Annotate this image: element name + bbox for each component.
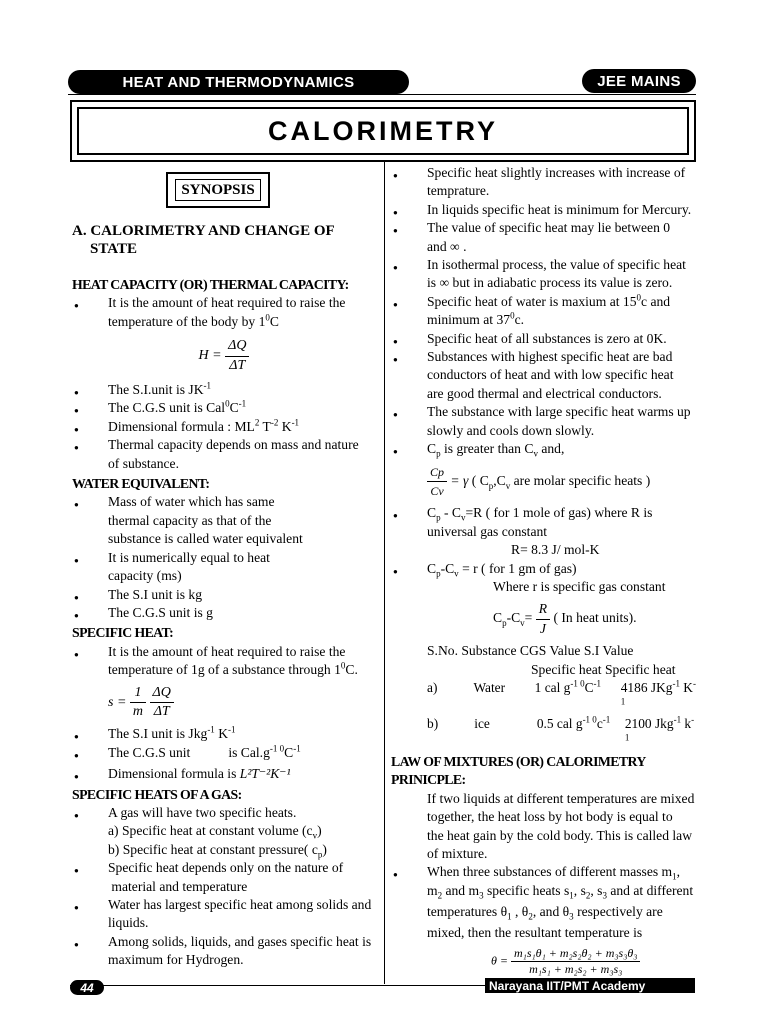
text-line: together, the heat loss by hot body is equal to xyxy=(427,809,673,825)
sub: p xyxy=(436,513,441,524)
section-a-heading xyxy=(72,222,376,258)
table-cell: a) xyxy=(427,679,438,695)
text-line: c. xyxy=(514,312,525,328)
water-equivalent-heading: WATER EQUIVALENT: xyxy=(72,476,210,492)
text-line: material and temperature xyxy=(111,878,248,894)
text-line: are molar specific heats ) xyxy=(510,472,651,488)
text-line: temperature of 1g of a substance through 1 xyxy=(108,662,341,678)
text-line: Substances with highest specific heat are bad xyxy=(427,349,673,365)
sup: -1 xyxy=(620,678,696,707)
text-line: The C.G.S unit xyxy=(108,744,191,760)
list-item xyxy=(72,418,376,436)
table-row xyxy=(391,679,697,715)
list-item xyxy=(391,348,697,403)
sup: -1 xyxy=(673,714,682,725)
table-cell: b) xyxy=(427,715,439,731)
text-line: C xyxy=(427,441,437,457)
sub: v xyxy=(505,480,511,491)
text-line: , s xyxy=(573,882,586,898)
dim-part: K xyxy=(278,418,292,434)
heat-capacity-def-2: temperature of the body by 1 xyxy=(108,313,266,329)
sup: -1 xyxy=(624,714,695,743)
list-item xyxy=(72,604,376,622)
section-a-line1: A. CALORIMETRY AND CHANGE OF xyxy=(72,223,335,239)
formula-fraction xyxy=(511,946,640,977)
text-line: a) Specific heat at constant volume (c xyxy=(108,823,313,839)
text-line: = r ( for 1 gm of gas) xyxy=(458,560,577,576)
sup: 2 xyxy=(254,417,260,428)
list-item xyxy=(72,896,376,933)
dependency-line2: of substance. xyxy=(108,455,179,471)
table-row xyxy=(391,715,697,751)
sub: p xyxy=(502,618,507,629)
specific-heats-gas-heading: SPECIFIC HEATS OF A GAS: xyxy=(72,786,242,802)
celsius-unit: C xyxy=(269,313,279,329)
gamma-eq: = γ xyxy=(450,472,469,488)
text-line: conductors of heat and with low specific heat xyxy=(427,367,674,383)
text-line: Water has largest specific heat among solids and xyxy=(108,897,372,912)
sup: -1 xyxy=(593,678,602,689)
title-frame xyxy=(70,100,696,162)
si-unit: The S.I.unit is JK xyxy=(108,382,204,398)
text-line: It is the amount of heat required to raise the xyxy=(108,643,346,659)
text-line: temprature. xyxy=(427,183,490,199)
dim-part: T xyxy=(259,418,271,434)
table-header-1: S.No. Substance CGS Value S.I Value xyxy=(427,643,634,659)
text-line: b) Specific heat at constant pressure( c xyxy=(108,841,318,857)
formula-lhs: s = xyxy=(108,694,127,710)
list-item xyxy=(391,560,697,578)
sup: -1 xyxy=(207,724,215,735)
dimensional-expr: L²T⁻²K⁻¹ xyxy=(239,766,291,782)
text-line: are good thermal and electrical conductors. xyxy=(427,385,662,401)
heading-line: LAW OF MIXTURES (OR) CALORIMETRY xyxy=(391,753,646,769)
list-item xyxy=(391,219,697,256)
sub: 3 xyxy=(569,911,574,922)
cgs-unit: C xyxy=(584,679,594,695)
academy-label: Narayana IIT/PMT Academy xyxy=(485,978,695,993)
si-unit: k xyxy=(681,715,692,731)
text-line: and, xyxy=(537,441,565,457)
text-line: When three substances of different masses m xyxy=(427,864,673,880)
formula-lhs: H = xyxy=(198,348,222,364)
text-line: and m xyxy=(442,882,480,898)
text-line: In isothermal process, the value of specific heat xyxy=(427,257,686,273)
formula-num: ΔQ xyxy=(150,684,174,703)
sub: p xyxy=(436,568,441,579)
list-item xyxy=(391,164,697,201)
text-line: is ∞ but in adiabatic process its value is zero. xyxy=(427,275,673,291)
text-line: Specific heat of water is maxium at 15 xyxy=(427,293,637,309)
law-of-mixtures-heading xyxy=(391,753,697,790)
list-item xyxy=(391,403,697,440)
table-cell: ice xyxy=(474,715,490,731)
text-line: thermal capacity as that of the xyxy=(108,512,272,528)
list-item xyxy=(72,804,376,859)
sup: -1 xyxy=(203,380,212,391)
list-item xyxy=(391,201,697,219)
sub: 1 xyxy=(569,890,574,901)
text-line: The substance with large specific heat warms up xyxy=(427,404,691,420)
sup: -1 0 xyxy=(570,678,585,689)
heading-line: PRINICPLE: xyxy=(391,772,466,788)
text-line: slowly and cools down slowly. xyxy=(427,422,595,438)
table-cell xyxy=(537,715,625,751)
list-item xyxy=(72,399,376,417)
list-item xyxy=(72,859,376,896)
text-line: = xyxy=(524,610,533,626)
sub: 2 xyxy=(585,890,591,901)
sub: 1 xyxy=(672,872,677,883)
sub: 1 xyxy=(507,911,512,922)
specific-heat-formula xyxy=(72,684,376,722)
synopsis-label: SYNOPSIS xyxy=(175,179,260,201)
formula-fraction xyxy=(536,600,550,638)
page-number: 44 xyxy=(70,980,104,995)
table-cell xyxy=(625,715,697,751)
list-item xyxy=(72,765,376,783)
text-line: Specific heat slightly increases with increase of xyxy=(427,165,686,180)
cgs-unit: c xyxy=(596,715,603,731)
sup: -1 xyxy=(291,417,300,428)
text-line: Specific heat depends only on the nature of xyxy=(108,860,344,876)
specific-gas-constant-note: Where r is specific gas constant xyxy=(493,578,666,594)
text-line: the heat gain by the cold body. This is called law xyxy=(427,827,693,843)
cgs-value: 1 cal g xyxy=(534,679,571,695)
synopsis-box xyxy=(166,172,270,208)
list-item xyxy=(72,436,376,473)
text-line: The value of specific heat may lie between 0 xyxy=(427,220,671,236)
heat-capacity-formula xyxy=(72,337,376,375)
text-line: C xyxy=(284,744,294,760)
text-line: minimum at 37 xyxy=(427,312,511,328)
sub: p xyxy=(488,480,494,491)
text-line: Mass of water which has same xyxy=(108,494,275,510)
list-item xyxy=(391,863,697,942)
text-line: , xyxy=(676,864,681,880)
table-header-2: Specific heat Specific heat xyxy=(531,661,676,677)
text-line: capacity (ms) xyxy=(108,568,182,584)
exam-header: JEE MAINS xyxy=(582,69,696,93)
text-line: respectively are xyxy=(573,904,663,920)
heat-capacity-heading: HEAT CAPACITY (OR) THERMAL CAPACITY: xyxy=(72,277,349,292)
list-item xyxy=(72,586,376,604)
text-line: C. xyxy=(345,662,358,678)
text-line: m xyxy=(427,882,438,898)
page-title: CALORIMETRY xyxy=(77,107,689,155)
sub: 2 xyxy=(528,911,533,922)
sub: v xyxy=(460,513,466,524)
law-paragraph xyxy=(391,790,697,864)
formula-den: m xyxy=(132,703,144,719)
text-line: C xyxy=(427,505,437,521)
sub: v xyxy=(454,568,459,579)
text-line: ( C xyxy=(471,472,489,488)
text-line: and ∞ . xyxy=(427,238,467,254)
sup: 0 xyxy=(340,660,346,671)
formula-fraction xyxy=(427,463,447,501)
text-line: In liquids specific heat is minimum for Mercury. xyxy=(427,201,692,217)
text-line: liquids. xyxy=(108,915,149,931)
text-line: =R ( for 1 mole of gas) where R is xyxy=(465,505,653,521)
specific-heat-heading: SPECIFIC HEAT: xyxy=(72,625,174,641)
degree-sup: 0 xyxy=(265,312,270,323)
sub: 3 xyxy=(479,890,484,901)
table-cell: Water xyxy=(473,679,506,695)
column-divider xyxy=(384,162,385,984)
formula-num: ΔQ xyxy=(225,337,249,356)
formula-den: Cv xyxy=(430,483,444,498)
text-line: Dimensional formula is xyxy=(108,766,237,782)
sup: -1 0 xyxy=(582,714,597,725)
dependency-line1: Thermal capacity depends on mass and nature xyxy=(108,437,359,453)
sup: 0 xyxy=(225,398,230,409)
text-line: The S.I unit is Jkg xyxy=(108,726,208,742)
text-line: C xyxy=(427,560,437,576)
sub: v xyxy=(533,448,538,459)
formula-num: R xyxy=(536,600,550,619)
list-item xyxy=(391,330,697,348)
text-line: It is numerically equal to heat xyxy=(108,549,270,565)
list-item xyxy=(72,933,376,970)
si-value: 2100 Jkg xyxy=(624,715,674,731)
formula-den: J xyxy=(539,620,546,636)
formula-num: m₁s₁θ₁ + m₂s₂θ₂ + m₃s₃θ₃ xyxy=(511,946,640,962)
text-line: If two liquids at different temperatures are mixed xyxy=(427,790,695,806)
text-line: The S.I unit is kg xyxy=(108,586,203,602)
sub: 3 xyxy=(602,890,607,901)
text-line: - C xyxy=(440,505,461,521)
text-line: is greater than C xyxy=(440,441,534,457)
list-item xyxy=(391,293,697,330)
si-value: 4186 JKg xyxy=(620,679,673,695)
formula-num: 1 xyxy=(130,684,146,703)
cgs-unit-b: C xyxy=(229,400,239,416)
sub: p xyxy=(436,448,441,459)
sub: p xyxy=(317,849,323,860)
list-item xyxy=(391,256,697,293)
sub: v xyxy=(520,618,525,629)
sup: -1 xyxy=(228,724,236,735)
si-unit: K xyxy=(679,679,693,695)
sub: 2 xyxy=(437,890,443,901)
resultant-temperature-formula xyxy=(391,946,697,977)
text-line: -C xyxy=(440,560,455,576)
sup: -1 xyxy=(672,678,680,689)
text-line: Specific heat of all substances is zero at 0K. xyxy=(427,330,667,346)
formula-den: ΔT xyxy=(229,357,246,373)
list-item xyxy=(391,504,697,541)
section-a-line2: STATE xyxy=(90,241,137,257)
table-cell xyxy=(535,679,621,715)
text-line: and at different xyxy=(606,882,694,898)
text-line: ( In heat units). xyxy=(553,610,637,626)
list-item xyxy=(391,440,697,458)
text-line: specific heats s xyxy=(483,882,570,898)
right-column xyxy=(391,164,697,977)
sup: 0 xyxy=(636,292,642,303)
formula-fraction xyxy=(130,684,146,722)
text-line: , θ xyxy=(511,904,529,920)
list-item xyxy=(72,493,376,548)
sup: -1 xyxy=(602,714,611,725)
formula-den: m₁s₁ + m₂s₂ + m₃s₃ xyxy=(529,961,623,976)
cgs-value: 0.5 cal g xyxy=(536,715,583,731)
header-rule xyxy=(68,94,696,95)
sub: v xyxy=(312,831,318,842)
gas-constant-value: R= 8.3 J/ mol-K xyxy=(511,542,600,558)
text-line: ) xyxy=(317,823,322,839)
list-item xyxy=(72,549,376,586)
heat-units-formula xyxy=(391,600,697,638)
text-line: maximum for Hydrogen. xyxy=(108,952,244,968)
text-line: ,C xyxy=(493,472,506,488)
text-line: A gas will have two specific heats. xyxy=(108,804,297,820)
text-line: K xyxy=(214,726,229,742)
text-line: , and θ xyxy=(532,904,570,920)
sup: -2 xyxy=(270,417,279,428)
cgs-unit: The C.G.S unit is Cal xyxy=(108,400,226,416)
formula-lhs: θ = xyxy=(491,952,508,967)
heat-capacity-def-1: It is the amount of heat required to raise the xyxy=(108,295,346,311)
text-line: temperatures θ xyxy=(427,904,508,920)
text-line: universal gas constant xyxy=(427,523,548,539)
list-item xyxy=(72,725,376,743)
text-line: substance is called water equivalent xyxy=(108,531,303,547)
list-item xyxy=(72,744,376,762)
text-line: C xyxy=(493,610,503,626)
text-line: , s xyxy=(590,882,603,898)
text-line: mixed, then the resultant temperature is xyxy=(427,925,643,941)
text-line: Among solids, liquids, and gases specific heat is xyxy=(108,933,372,949)
gamma-formula xyxy=(391,463,697,501)
sup: -1 xyxy=(238,398,247,409)
list-item xyxy=(72,381,376,399)
text-line: The C.G.S unit is g xyxy=(108,604,213,620)
sup: 0 xyxy=(510,310,515,321)
chapter-header: HEAT AND THERMODYNAMICS xyxy=(68,70,409,94)
table-cell xyxy=(621,679,697,715)
text-line: is Cal.g xyxy=(228,744,270,760)
sup: -1 0 xyxy=(269,743,285,754)
text-line: of mixture. xyxy=(427,846,488,861)
list-item xyxy=(72,643,376,680)
formula-fraction xyxy=(150,684,174,722)
text-line: -C xyxy=(506,610,521,626)
list-item xyxy=(72,294,376,331)
left-column xyxy=(72,172,376,970)
dimensional-formula: Dimensional formula : ML xyxy=(108,418,255,434)
formula-den: ΔT xyxy=(153,703,170,719)
text-line: ) xyxy=(322,841,327,857)
sup: -1 xyxy=(293,743,301,754)
formula-num: Cp xyxy=(427,463,447,482)
text-line: c and xyxy=(641,293,671,309)
formula-fraction xyxy=(225,337,249,375)
